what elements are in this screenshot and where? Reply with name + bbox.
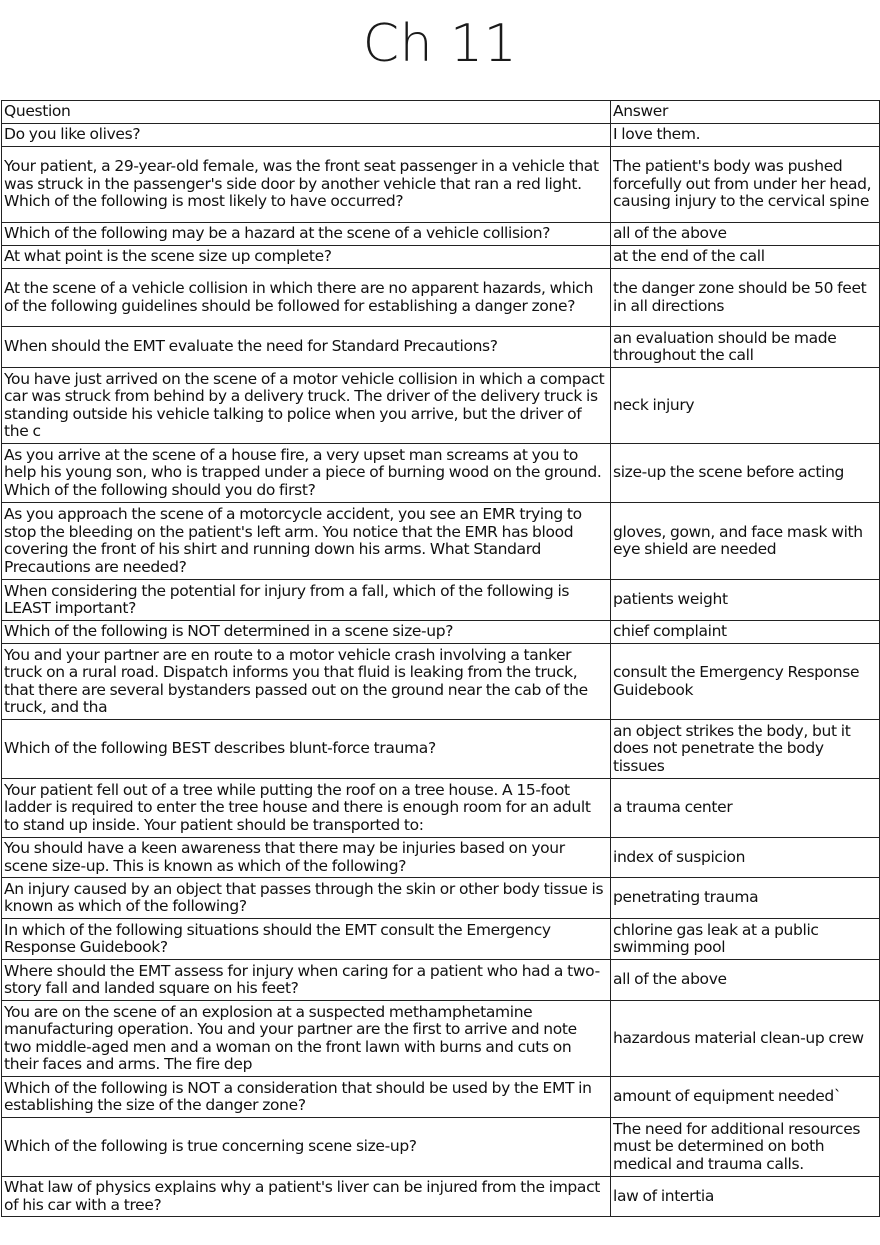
table-row xyxy=(2,878,880,919)
question-cell: When considering the potential for injury from a fall, which of the following is LEAST important? xyxy=(2,580,611,621)
question-cell: What law of physics explains why a patient's liver can be injured from the impact of his car with a tree? xyxy=(2,1177,611,1217)
question-cell: As you approach the scene of a motorcycle accident, you see an EMR trying to stop the bleeding on the patient's left arm. You notice that the EMR has blood covering the front of his shirt and running down his arms. What Standard Precautions are needed? xyxy=(2,503,611,580)
table-row xyxy=(2,223,880,246)
table-row xyxy=(2,327,880,368)
table-header-row xyxy=(2,101,880,124)
question-cell: Which of the following may be a hazard at the scene of a vehicle collision? xyxy=(2,223,611,246)
table-row xyxy=(2,580,880,621)
table-row xyxy=(2,269,880,327)
table-row xyxy=(2,503,880,580)
table-row xyxy=(2,124,880,147)
table-row xyxy=(2,1077,880,1118)
answer-cell: The patient's body was pushed forcefully out from under her head, causing injury to the cervical spine xyxy=(611,147,880,223)
answer-cell: I love them. xyxy=(611,124,880,147)
question-cell: Which of the following is NOT determined in a scene size-up? xyxy=(2,621,611,644)
answer-cell: consult the Emergency Response Guidebook xyxy=(611,644,880,720)
answer-cell: all of the above xyxy=(611,960,880,1001)
question-cell: Do you like olives? xyxy=(2,124,611,147)
answer-cell: patients weight xyxy=(611,580,880,621)
question-cell: You and your partner are en route to a motor vehicle crash involving a tanker truck on a rural road. Dispatch informs you that fluid is leaking from the truck, that there are several bystanders passed out on the ground near the cab of the truck, and tha xyxy=(2,644,611,720)
table-row xyxy=(2,246,880,269)
question-header: Question xyxy=(2,101,611,124)
answer-cell: size-up the scene before acting xyxy=(611,444,880,503)
table-row xyxy=(2,1177,880,1217)
answer-cell: at the end of the call xyxy=(611,246,880,269)
question-cell: Which of the following BEST describes blunt-force trauma? xyxy=(2,720,611,779)
answer-cell: an object strikes the body, but it does not penetrate the body tissues xyxy=(611,720,880,779)
table-row xyxy=(2,444,880,503)
table-row xyxy=(2,779,880,838)
answer-cell: a trauma center xyxy=(611,779,880,838)
answer-cell: chlorine gas leak at a public swimming pool xyxy=(611,919,880,960)
answer-cell: index of suspicion xyxy=(611,838,880,878)
question-cell: At what point is the scene size up complete? xyxy=(2,246,611,269)
question-cell: Which of the following is true concerning scene size-up? xyxy=(2,1118,611,1177)
answer-cell: chief complaint xyxy=(611,621,880,644)
question-cell: An injury caused by an object that passes through the skin or other body tissue is known as which of the following? xyxy=(2,878,611,919)
answer-cell: The need for additional resources must be determined on both medical and trauma calls. xyxy=(611,1118,880,1177)
answer-cell: all of the above xyxy=(611,223,880,246)
question-cell: Where should the EMT assess for injury when caring for a patient who had a two-story fall and landed square on his feet? xyxy=(2,960,611,1001)
answer-header: Answer xyxy=(611,101,880,124)
table-row xyxy=(2,838,880,878)
table-row xyxy=(2,621,880,644)
answer-cell: the danger zone should be 50 feet in all directions xyxy=(611,269,880,327)
question-cell: When should the EMT evaluate the need for Standard Precautions? xyxy=(2,327,611,368)
question-cell: As you arrive at the scene of a house fire, a very upset man screams at you to help his young son, who is trapped under a piece of burning wood on the ground. Which of the following should you do first? xyxy=(2,444,611,503)
answer-cell: gloves, gown, and face mask with eye shield are needed xyxy=(611,503,880,580)
answer-cell: neck injury xyxy=(611,368,880,444)
question-cell: Your patient fell out of a tree while putting the roof on a tree house. A 15-foot ladder is required to enter the tree house and there is enough room for an adult to stand up inside. Your patient should be transported to: xyxy=(2,779,611,838)
qa-table xyxy=(1,100,880,1217)
table-row xyxy=(2,720,880,779)
table-row xyxy=(2,147,880,223)
question-cell: You have just arrived on the scene of a motor vehicle collision in which a compact car was struck from behind by a delivery truck. The driver of the delivery truck is standing outside his vehicle talking to police when you arrive, but the driver of the c xyxy=(2,368,611,444)
question-cell: Your patient, a 29-year-old female, was the front seat passenger in a vehicle that was struck in the passenger's side door by another vehicle that ran a red light. Which of the following is most likely to have occurred? xyxy=(2,147,611,223)
table-row xyxy=(2,1118,880,1177)
answer-cell: penetrating trauma xyxy=(611,878,880,919)
answer-cell: amount of equipment needed` xyxy=(611,1077,880,1118)
question-cell: You are on the scene of an explosion at a suspected methamphetamine manufacturing operation. You and your partner are the first to arrive and note two middle-aged men and a woman on the front lawn with burns and cuts on their faces and arms. The fire dep xyxy=(2,1001,611,1077)
question-cell: At the scene of a vehicle collision in which there are no apparent hazards, which of the following guidelines should be followed for establishing a danger zone? xyxy=(2,269,611,327)
table-row xyxy=(2,1001,880,1077)
question-cell: You should have a keen awareness that there may be injuries based on your scene size-up. This is known as which of the following? xyxy=(2,838,611,878)
page-title: Ch 11 xyxy=(362,14,518,74)
table-row xyxy=(2,960,880,1001)
table-row xyxy=(2,368,880,444)
answer-cell: law of intertia xyxy=(611,1177,880,1217)
answer-cell: an evaluation should be made throughout the call xyxy=(611,327,880,368)
question-cell: In which of the following situations should the EMT consult the Emergency Response Guidebook? xyxy=(2,919,611,960)
question-cell: Which of the following is NOT a consideration that should be used by the EMT in establishing the size of the danger zone? xyxy=(2,1077,611,1118)
answer-cell: hazardous material clean-up crew xyxy=(611,1001,880,1077)
table-row xyxy=(2,644,880,720)
table-row xyxy=(2,919,880,960)
